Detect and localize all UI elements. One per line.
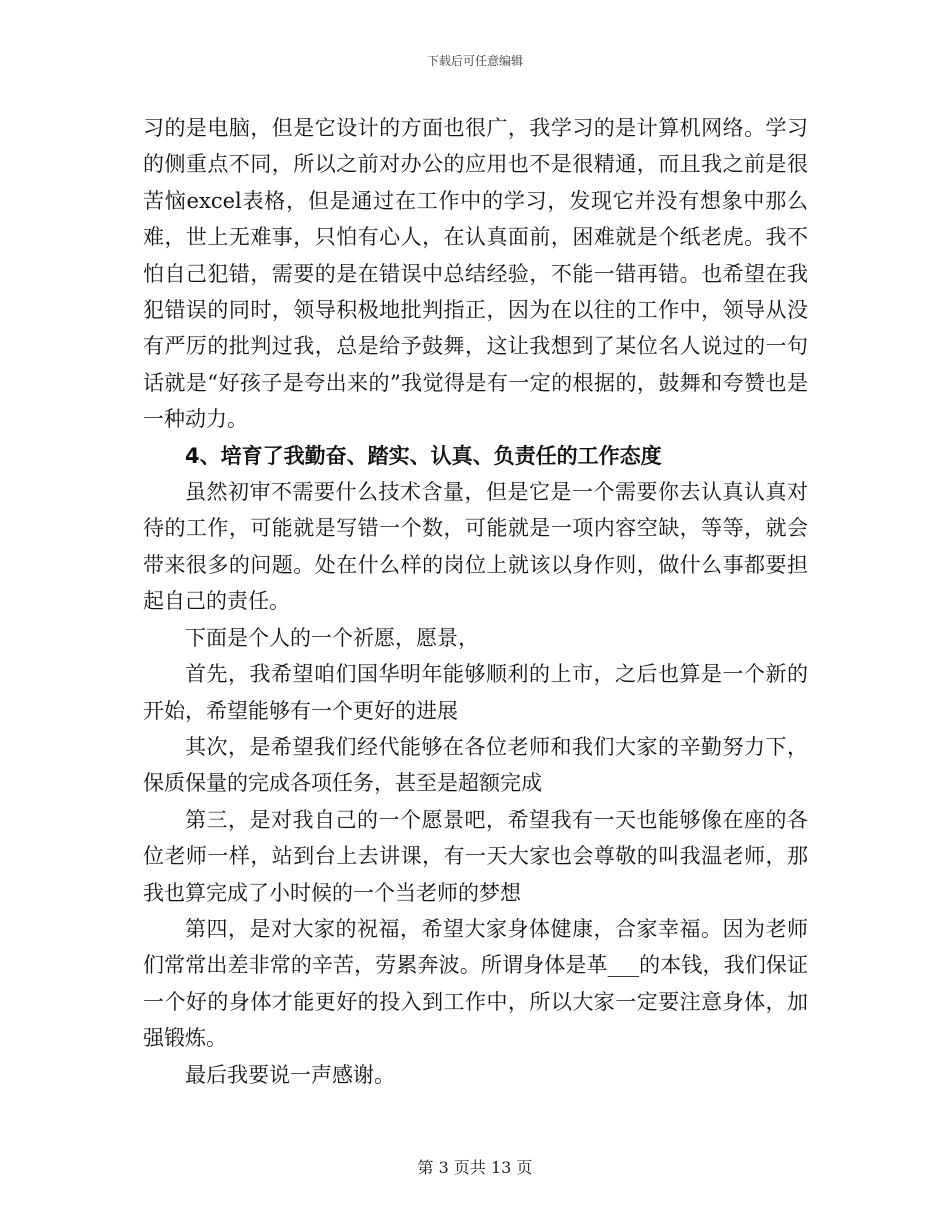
paragraph-wish-fourth: 第四，是对大家的祝福，希望大家身体健康，合家幸福。因为老师们常常出差非常的辛苦，劳累奔波。所谓身体是革___的本钱，我们保证一个好的身体才能更好的投入到工作中，所以大家一定要注意身体，加强锻炼。 [143, 916, 808, 1051]
page-number: 第 3 页共 13 页 [417, 1158, 533, 1177]
paragraph-wish-second: 其次，是希望我们经代能够在各位老师和我们大家的辛勤努力下，保质保量的完成各项任务，甚至是超额完成 [143, 734, 808, 796]
document-body [143, 110, 808, 1093]
paragraph-continued: 习的是电脑，但是它设计的方面也很广，我学习的是计算机网络。学习的侧重点不同，所以之前对办公的应用也不是很精通，而且我之前是很苦恼excel表格，但是通过在工作中的学习，发现它并没有想象中那么难，世上无难事，只怕有心人，在认真面前，困难就是个纸老虎。我不怕自己犯错，需要的是在错误中总结经验，不能一错再错。也希望在我犯错误的同时，领导积极地批判指正，因为在以往的工作中，领导从没有严厉的批判过我，总是给予鼓舞，这让我想到了某位名人说过的一句话就是“好孩子是夸出来的”我觉得是有一定的根据的，鼓舞和夸赞也是一种动力。 [143, 116, 808, 432]
paragraph-thanks: 最后我要说一声感谢。 [185, 1062, 395, 1087]
page-header: 下载后可任意编辑 [426, 54, 523, 68]
section-heading-4: 4、培育了我勤奋、踏实、认真、负责任的工作态度 [185, 443, 662, 468]
paragraph-wish-third: 第三，是对我自己的一个愿景吧，希望我有一天也能够像在座的各位老师一样，站到台上去讲课，有一天大家也会尊敬的叫我温老师，那我也算完成了小时候的一个当老师的梦想 [143, 807, 808, 905]
paragraph-wishes-intro: 下面是个人的一个祈愿，愿景， [185, 625, 479, 650]
paragraph-initial-review: 虽然初审不需要什么技术含量，但是它是一个需要你去认真认真对待的工作，可能就是写错一个数，可能就是一项内容空缺，等等，就会带来很多的问题。处在什么样的岗位上就该以身作则，做什么事都要担起自己的责任。 [143, 480, 808, 614]
paragraph-wish-first: 首先，我希望咱们国华明年能够顺利的上市，之后也算是一个新的开始，希望能够有一个更好的进展 [143, 662, 808, 723]
